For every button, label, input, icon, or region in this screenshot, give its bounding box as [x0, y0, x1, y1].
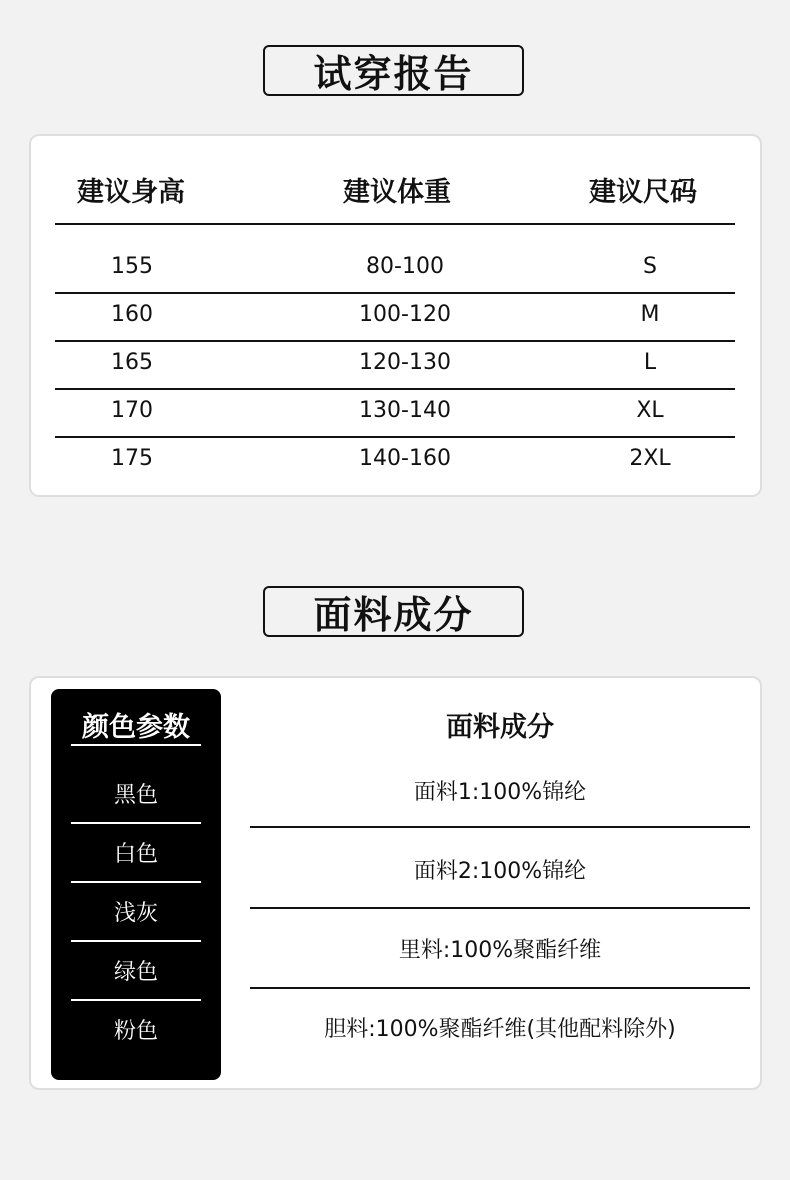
- table-row: [55, 254, 735, 288]
- color-item: 浅灰: [113, 901, 158, 926]
- table-row: [55, 302, 735, 336]
- cell-height: 160: [111, 302, 153, 327]
- fabric-composition-title: 面料成分: [263, 586, 524, 637]
- row-divider: [55, 388, 735, 390]
- fabric-item: 里料:100%聚酯纤维: [398, 938, 602, 963]
- color-panel: [51, 689, 221, 1080]
- fabric-divider: [250, 826, 750, 828]
- cell-size: M: [640, 302, 660, 327]
- cell-height: 165: [111, 350, 153, 375]
- fabric-divider: [250, 987, 750, 989]
- table-row: [55, 350, 735, 384]
- fabric-item: 面料2:100%锦纶: [413, 859, 587, 884]
- size-report-title: 试穿报告: [263, 45, 524, 96]
- cell-size: S: [643, 254, 657, 279]
- color-item: 白色: [113, 842, 158, 867]
- table-row: [55, 398, 735, 432]
- header-height: 建议身高: [77, 177, 185, 208]
- row-divider: [55, 292, 735, 294]
- color-divider: [71, 999, 201, 1001]
- cell-height: 155: [111, 254, 153, 279]
- fabric-item: 面料1:100%锦纶: [413, 780, 587, 805]
- color-item: 绿色: [113, 960, 158, 985]
- row-divider: [55, 436, 735, 438]
- color-item: 黑色: [113, 783, 158, 808]
- cell-height: 175: [111, 446, 153, 471]
- cell-weight: 80-100: [366, 254, 444, 279]
- header-divider: [55, 223, 735, 225]
- cell-size: 2XL: [629, 446, 671, 471]
- color-header: 颜色参数: [82, 712, 190, 743]
- color-divider: [71, 881, 201, 883]
- fabric-header: 面料成分: [446, 712, 554, 743]
- fabric-item: 胆料:100%聚酯纤维(其他配料除外): [324, 1017, 676, 1042]
- cell-weight: 120-130: [359, 350, 451, 375]
- color-divider: [71, 822, 201, 824]
- fabric-divider: [250, 907, 750, 909]
- header-weight: 建议体重: [343, 177, 451, 208]
- header-size: 建议尺码: [589, 177, 697, 208]
- cell-weight: 100-120: [359, 302, 451, 327]
- cell-size: XL: [636, 398, 664, 423]
- size-table-header: [55, 170, 735, 216]
- cell-weight: 140-160: [359, 446, 451, 471]
- color-divider: [71, 940, 201, 942]
- cell-size: L: [643, 350, 657, 375]
- cell-height: 170: [111, 398, 153, 423]
- cell-weight: 130-140: [359, 398, 451, 423]
- table-row: [55, 446, 735, 480]
- color-item: 粉色: [113, 1019, 158, 1044]
- row-divider: [55, 340, 735, 342]
- color-header-divider: [71, 744, 201, 746]
